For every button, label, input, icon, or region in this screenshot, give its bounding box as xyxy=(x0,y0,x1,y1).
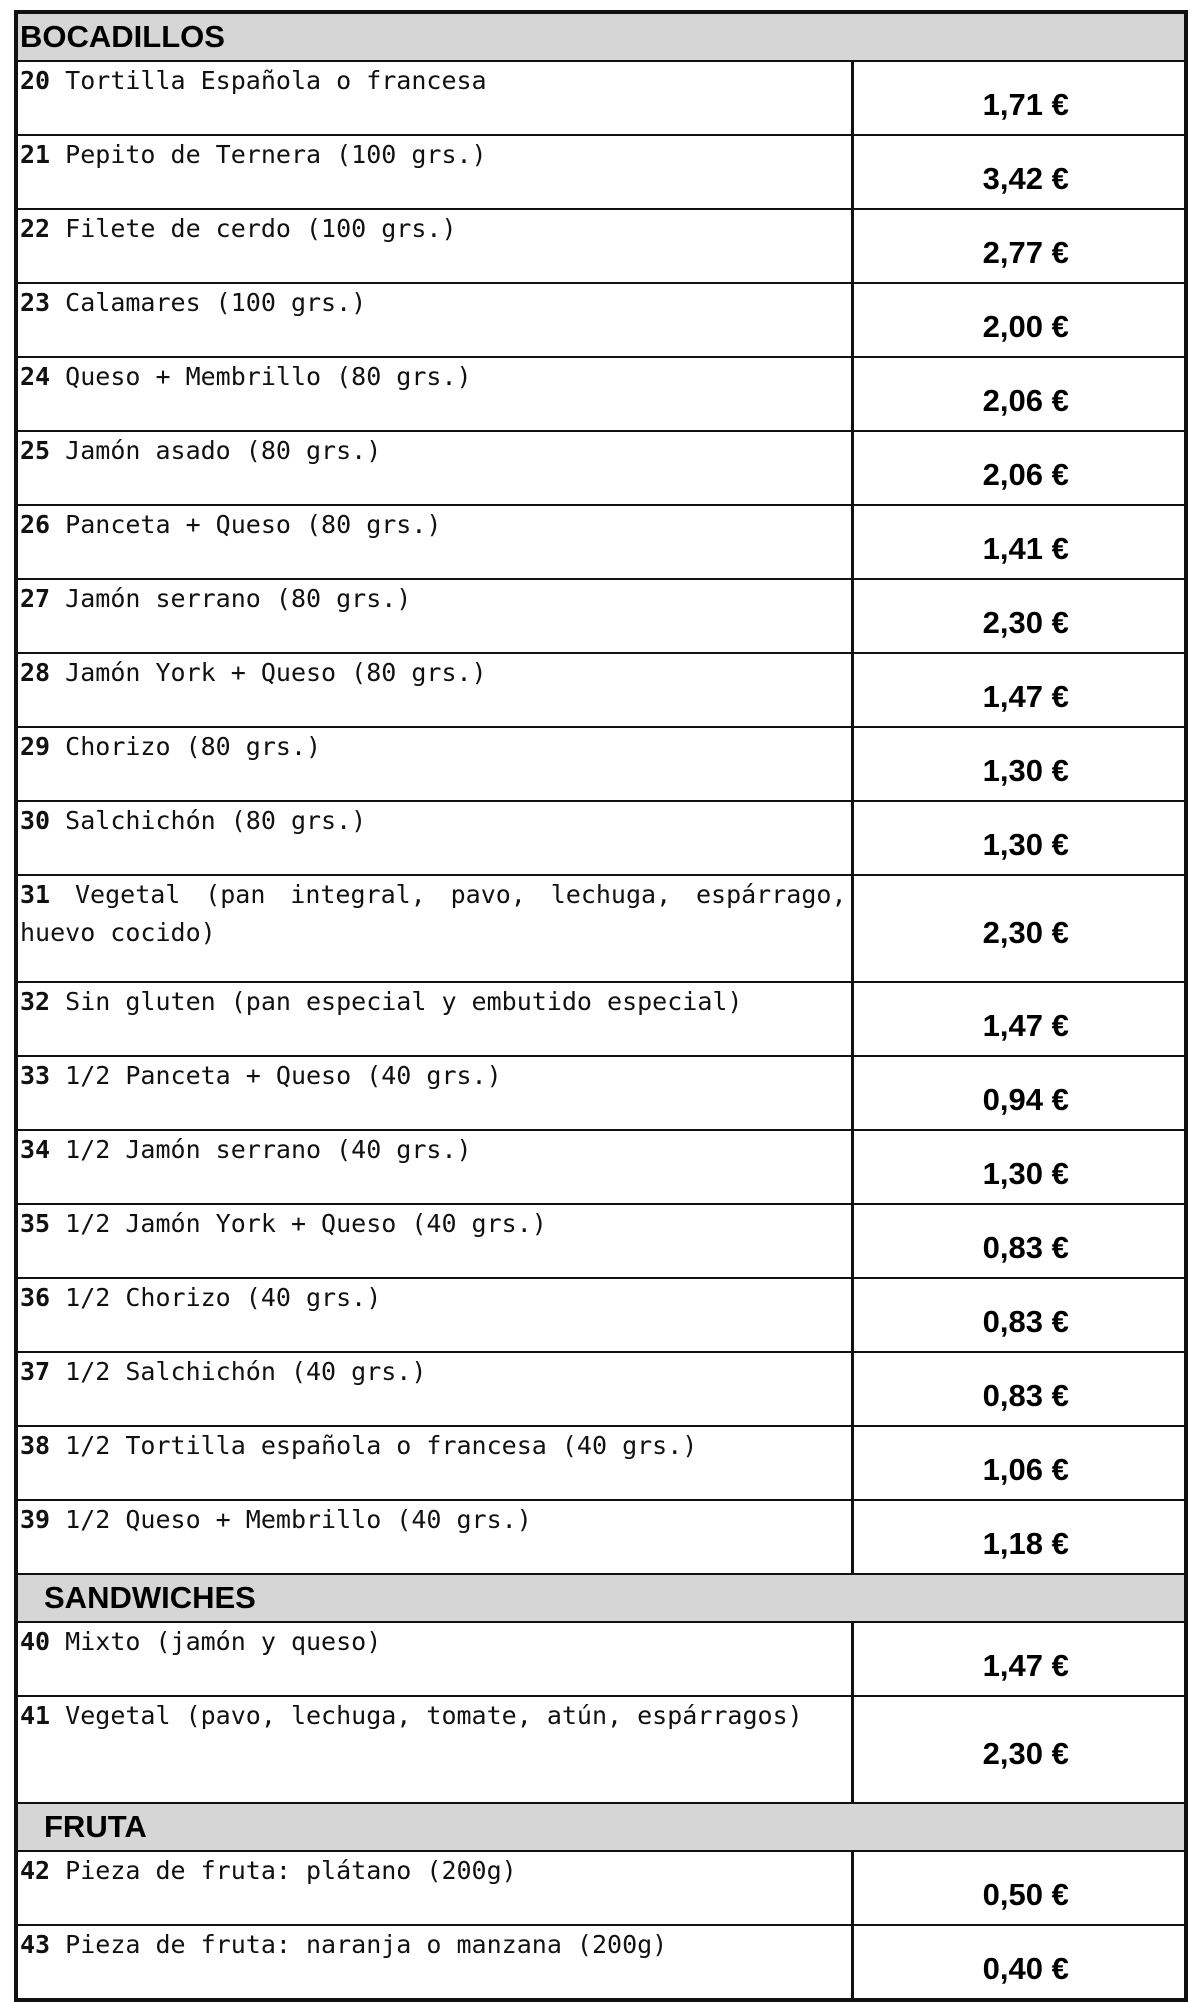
item-name: Jamón asado (80 grs.) xyxy=(65,436,382,465)
menu-item-row xyxy=(16,579,1186,653)
item-name: Jamón serrano (80 grs.) xyxy=(65,584,412,613)
menu-item-description xyxy=(16,982,852,1056)
menu-item-row xyxy=(16,653,1186,727)
menu-item-price: 1,47 € xyxy=(852,653,1186,727)
item-code: 38 xyxy=(20,1431,51,1460)
section-header xyxy=(16,1803,1186,1851)
item-name: Pieza de fruta: naranja o manzana (200g) xyxy=(65,1930,668,1959)
menu-item-description xyxy=(16,1925,852,2000)
item-code: 27 xyxy=(20,584,51,613)
item-name: 1/2 Panceta + Queso (40 grs.) xyxy=(65,1061,502,1090)
item-name: Tortilla Española o francesa xyxy=(65,66,487,95)
menu-item-description xyxy=(16,61,852,135)
menu-item-row xyxy=(16,1056,1186,1130)
menu-item-row xyxy=(16,1500,1186,1574)
menu-item-row xyxy=(16,875,1186,982)
price-list-body xyxy=(16,12,1186,2000)
menu-item-price: 0,50 € xyxy=(852,1851,1186,1925)
item-code: 35 xyxy=(20,1209,51,1238)
menu-item-row xyxy=(16,209,1186,283)
menu-item-price: 0,83 € xyxy=(852,1278,1186,1352)
item-code: 30 xyxy=(20,806,51,835)
item-name: Pepito de Ternera (100 grs.) xyxy=(65,140,487,169)
menu-item-row xyxy=(16,135,1186,209)
item-name: Panceta + Queso (80 grs.) xyxy=(65,510,442,539)
item-code: 20 xyxy=(20,66,51,95)
menu-item-row xyxy=(16,727,1186,801)
menu-item-description xyxy=(16,1851,852,1925)
menu-item-description xyxy=(16,1130,852,1204)
menu-item-description xyxy=(16,875,852,982)
item-name: Mixto (jamón y queso) xyxy=(65,1627,382,1656)
menu-item-row xyxy=(16,357,1186,431)
menu-item-description xyxy=(16,1204,852,1278)
menu-item-row xyxy=(16,1130,1186,1204)
item-name: 1/2 Salchichón (40 grs.) xyxy=(65,1357,427,1386)
menu-item-description xyxy=(16,357,852,431)
menu-item-price: 2,30 € xyxy=(852,1696,1186,1803)
menu-item-row xyxy=(16,505,1186,579)
menu-item-description xyxy=(16,431,852,505)
menu-item-row xyxy=(16,431,1186,505)
menu-item-row xyxy=(16,1851,1186,1925)
item-code: 32 xyxy=(20,987,51,1016)
item-name: 1/2 Tortilla española o francesa (40 grs.) xyxy=(65,1431,698,1460)
menu-item-description xyxy=(16,579,852,653)
menu-item-price: 1,30 € xyxy=(852,727,1186,801)
item-name: Jamón York + Queso (80 grs.) xyxy=(65,658,487,687)
menu-item-description xyxy=(16,1056,852,1130)
section-header xyxy=(16,1574,1186,1622)
item-name: Chorizo (80 grs.) xyxy=(65,732,322,761)
menu-item-description xyxy=(16,1426,852,1500)
menu-item-price: 0,83 € xyxy=(852,1352,1186,1426)
item-code: 33 xyxy=(20,1061,51,1090)
item-code: 42 xyxy=(20,1856,51,1885)
menu-item-description xyxy=(16,135,852,209)
item-name: Pieza de fruta: plátano (200g) xyxy=(65,1856,517,1885)
item-name: Calamares (100 grs.) xyxy=(65,288,367,317)
menu-item-row xyxy=(16,1925,1186,2000)
item-code: 28 xyxy=(20,658,51,687)
item-code: 41 xyxy=(20,1701,51,1730)
menu-item-description xyxy=(16,653,852,727)
item-code: 36 xyxy=(20,1283,51,1312)
item-name: 1/2 Jamón York + Queso (40 grs.) xyxy=(65,1209,547,1238)
menu-item-description xyxy=(16,801,852,875)
menu-item-row xyxy=(16,1278,1186,1352)
menu-item-row xyxy=(16,1622,1186,1696)
menu-item-price: 1,06 € xyxy=(852,1426,1186,1500)
menu-item-description xyxy=(16,1696,852,1803)
item-code: 29 xyxy=(20,732,51,761)
menu-item-description xyxy=(16,283,852,357)
menu-item-price: 1,41 € xyxy=(852,505,1186,579)
menu-item-price: 3,42 € xyxy=(852,135,1186,209)
menu-item-price: 2,06 € xyxy=(852,431,1186,505)
menu-item-price: 2,30 € xyxy=(852,875,1186,982)
item-code: 25 xyxy=(20,436,51,465)
menu-item-row xyxy=(16,1426,1186,1500)
price-list-table xyxy=(14,10,1188,2002)
item-code: 26 xyxy=(20,510,51,539)
menu-item-price: 1,30 € xyxy=(852,801,1186,875)
item-code: 43 xyxy=(20,1930,51,1959)
menu-item-description xyxy=(16,1500,852,1574)
menu-item-price: 1,47 € xyxy=(852,1622,1186,1696)
menu-item-price: 2,30 € xyxy=(852,579,1186,653)
item-code: 23 xyxy=(20,288,51,317)
menu-item-description xyxy=(16,209,852,283)
menu-item-price: 2,77 € xyxy=(852,209,1186,283)
menu-item-price: 0,83 € xyxy=(852,1204,1186,1278)
item-name: Queso + Membrillo (80 grs.) xyxy=(65,362,472,391)
menu-item-row xyxy=(16,283,1186,357)
menu-item-row xyxy=(16,982,1186,1056)
menu-item-description xyxy=(16,505,852,579)
menu-item-row xyxy=(16,801,1186,875)
section-title: BOCADILLOS xyxy=(16,12,1186,61)
item-code: 24 xyxy=(20,362,51,391)
item-name: 1/2 Jamón serrano (40 grs.) xyxy=(65,1135,472,1164)
item-name: Vegetal (pavo, lechuga, tomate, atún, espárragos) xyxy=(65,1701,803,1730)
item-code: 21 xyxy=(20,140,51,169)
menu-item-description xyxy=(16,727,852,801)
item-name: Sin gluten (pan especial y embutido especial) xyxy=(65,987,743,1016)
item-code: 34 xyxy=(20,1135,51,1164)
menu-item-price: 1,18 € xyxy=(852,1500,1186,1574)
menu-item-price: 0,94 € xyxy=(852,1056,1186,1130)
item-code: 37 xyxy=(20,1357,51,1386)
item-code: 40 xyxy=(20,1627,51,1656)
item-name: 1/2 Queso + Membrillo (40 grs.) xyxy=(65,1505,532,1534)
section-title: SANDWICHES xyxy=(16,1574,1186,1622)
item-name: 1/2 Chorizo (40 grs.) xyxy=(65,1283,382,1312)
item-code: 31 xyxy=(20,880,51,909)
menu-item-price: 0,40 € xyxy=(852,1925,1186,2000)
menu-item-description xyxy=(16,1352,852,1426)
item-code: 39 xyxy=(20,1505,51,1534)
menu-item-price: 1,30 € xyxy=(852,1130,1186,1204)
item-code: 22 xyxy=(20,214,51,243)
menu-item-price: 2,06 € xyxy=(852,357,1186,431)
menu-item-description xyxy=(16,1622,852,1696)
menu-item-description xyxy=(16,1278,852,1352)
item-name: Salchichón (80 grs.) xyxy=(65,806,367,835)
menu-item-row xyxy=(16,1352,1186,1426)
menu-item-price: 1,47 € xyxy=(852,982,1186,1056)
menu-item-row xyxy=(16,1696,1186,1803)
menu-item-row xyxy=(16,1204,1186,1278)
menu-item-price: 1,71 € xyxy=(852,61,1186,135)
section-header xyxy=(16,12,1186,61)
section-title: FRUTA xyxy=(16,1803,1186,1851)
item-name: Filete de cerdo (100 grs.) xyxy=(65,214,457,243)
item-name: Vegetal (pan integral, pavo, lechuga, espárrago, huevo cocido) xyxy=(20,880,847,947)
menu-item-price: 2,00 € xyxy=(852,283,1186,357)
menu-item-row xyxy=(16,61,1186,135)
